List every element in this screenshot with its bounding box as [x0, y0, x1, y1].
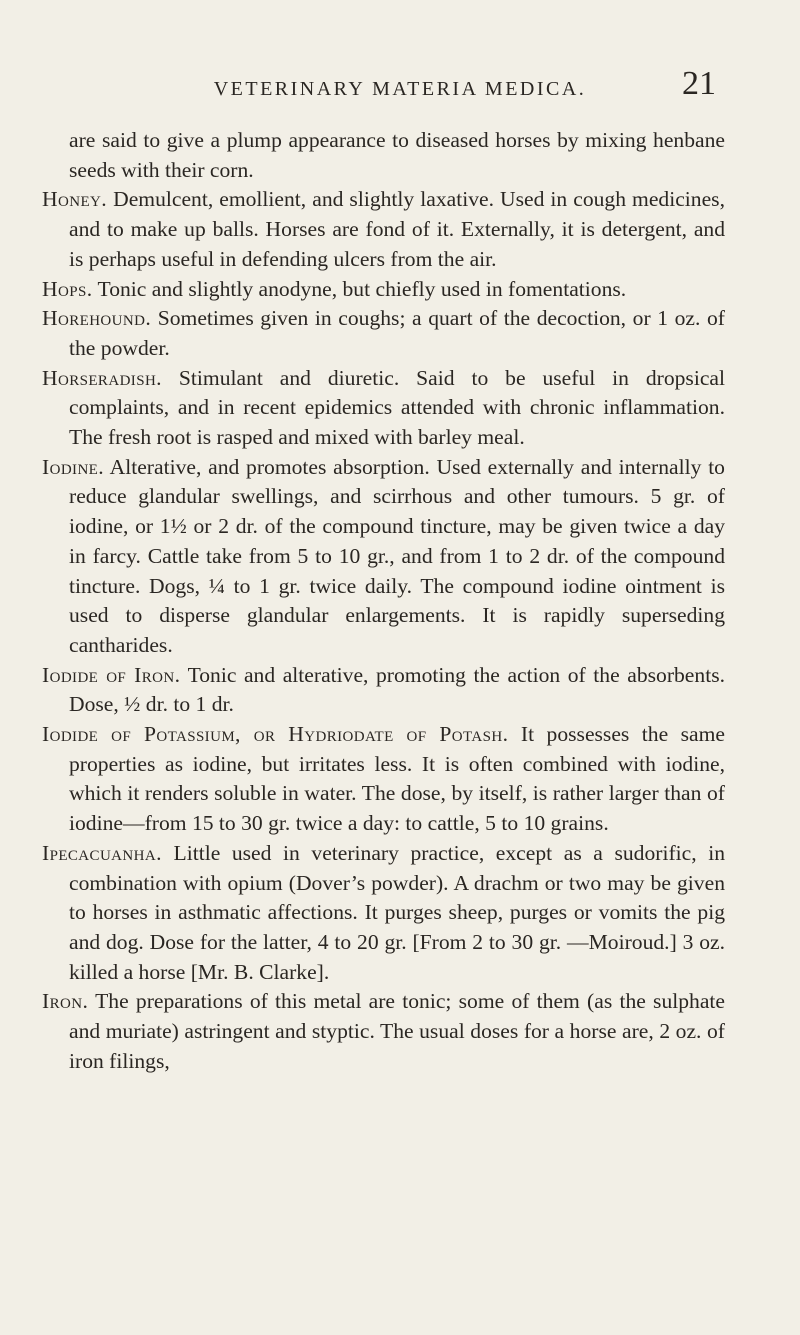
- entry-text: are said to give a plump appearance to diseased horses by mixing henbane seeds with their corn.: [69, 128, 725, 182]
- running-head: VETERINARY MATERIA MEDICA.: [213, 78, 587, 100]
- entry-headword: Iodide of Potassium, or Hydriodate of Potash.: [42, 722, 509, 747]
- entry-hops: [42, 275, 725, 305]
- entry-text: Tonic and slightly anodyne, but chiefly used in fomentations.: [97, 276, 627, 301]
- entry-headword: Hops.: [42, 276, 93, 301]
- entry-text: Little used in veterinary practice, except as a sudorific, in combination with opium (Dover’s powder). A drachm or two may be given to horses in asthmatic affections. It purges sheep, purges or vomits the pig and dog. Dose for the latter, 4 to 20 gr. [From 2 to 30 gr. —Moiroud.] 3 oz. killed a horse [Mr. B. Clarke].: [69, 840, 726, 984]
- entry-iodine: [42, 453, 725, 661]
- entry-horehound: [42, 304, 725, 363]
- entry-honey: [42, 185, 725, 274]
- entry-text: Tonic and alterative, promoting the action of the absorbents. Dose, ½ dr. to 1 dr.: [69, 662, 725, 717]
- entry-iodide-of-iron: [42, 661, 725, 720]
- page-number: 21: [682, 65, 716, 102]
- entry-iron: [42, 987, 725, 1076]
- entry-continuation: [42, 126, 725, 185]
- entry-headword: Iron.: [42, 989, 89, 1014]
- page-body: [42, 126, 725, 1077]
- entry-text: Stimulant and diuretic. Said to be useful in dropsical complaints, and in recent epidemics attended with chronic inflammation. The fresh root is rasped and mixed with barley meal.: [69, 365, 725, 450]
- entry-iodide-of-potassium: [42, 720, 725, 839]
- entry-horseradish: [42, 364, 725, 453]
- entry-ipecacuanha: [42, 839, 725, 988]
- entry-text: The preparations of this metal are tonic; some of them (as the sulphate and muriate) astringent and styptic. The usual doses for a horse are, 2 oz. of iron filings,: [69, 989, 726, 1073]
- entry-text: Sometimes given in coughs; a quart of the decoction, or 1 oz. of the powder.: [69, 306, 725, 360]
- page-header: [0, 64, 800, 104]
- entry-headword: Iodine.: [42, 454, 105, 479]
- entry-headword: Horehound.: [42, 306, 152, 331]
- entry-headword: Ipecacuanha.: [42, 840, 162, 865]
- entry-text: Alterative, and promotes absorption. Used externally and internally to reduce glandular swellings, and scirrhous and other tumours. 5 gr. of iodine, or 1½ or 2 dr. of the compound tincture, may be given twice a day in farcy. Cattle take from 5 to 10 gr., and from 1 to 2 dr. of the compound tincture. Dogs, ¼ to 1 gr. twice daily. The compound iodine ointment is used to disperse glandular enlargements. It is rapidly superseding cantharides.: [69, 454, 725, 657]
- entry-text: Demulcent, emollient, and slightly laxative. Used in cough medicines, and to make up balls. Horses are fond of it. Externally, it is detergent, and is perhaps useful in defending ulcers from the air.: [69, 187, 725, 271]
- entry-headword: Iodide of Iron.: [42, 662, 181, 687]
- entry-text: It possesses the same properties as iodine, but irritates less. It is often combined with iodine, which it renders soluble in water. The dose, by itself, is rather larger than of iodine—from 15 to 30 gr. twice a day: to cattle, 5 to 10 grains.: [69, 722, 726, 836]
- entry-headword: Horseradish.: [42, 365, 162, 390]
- entry-headword: Honey.: [42, 187, 108, 212]
